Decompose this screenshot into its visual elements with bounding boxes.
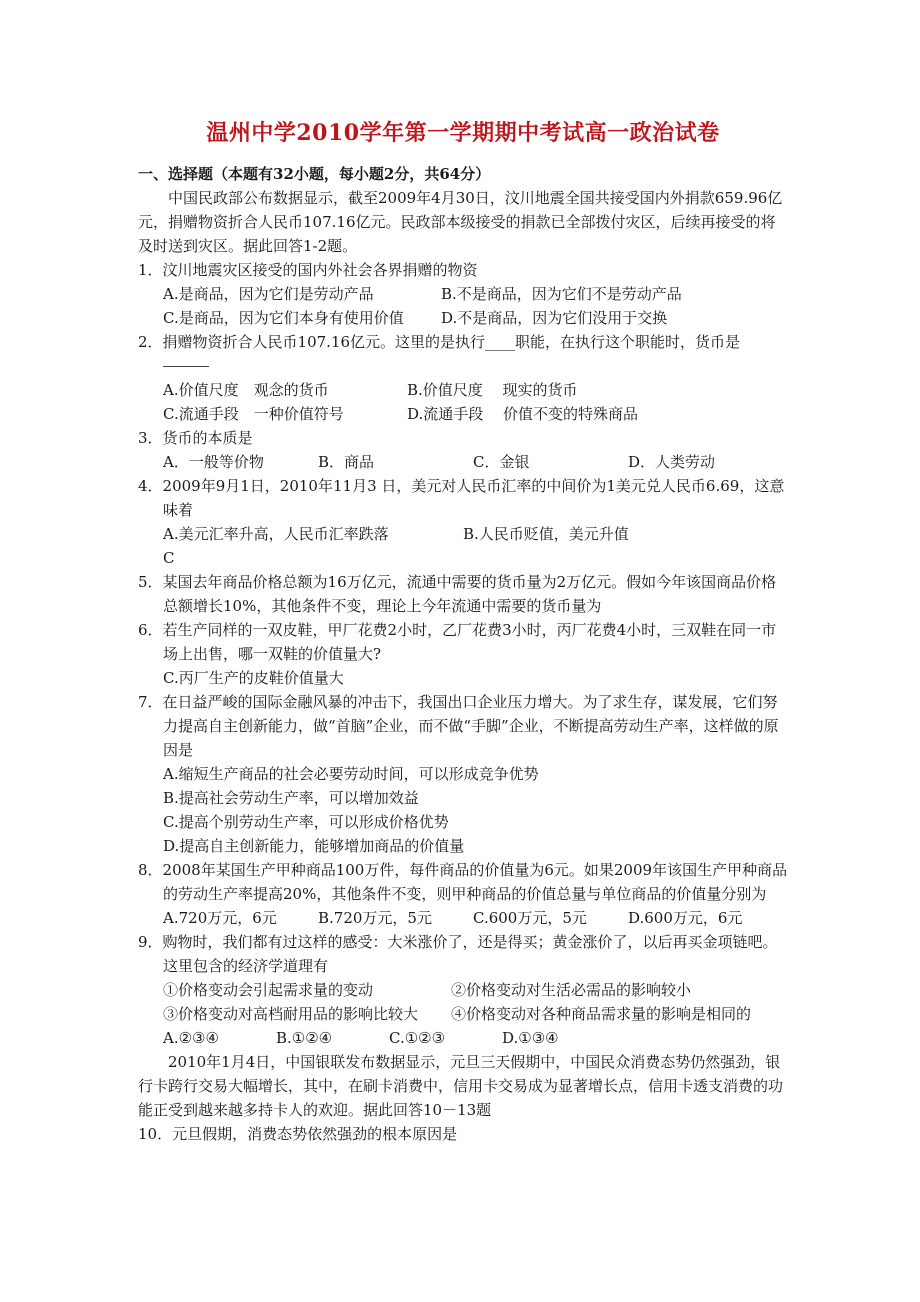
intro-passage-2: 2010年1月4日，中国银联发布数据显示，元旦三天假期中，中国民众消费态势仍然强劲，银行卡跨行交易大幅增长，其中，在刷卡消费中，信用卡交易成为显著增长点，信用卡透支消费的功能正受到越来越多持卡人的欢迎。据此回答10－13题 <box>138 1053 784 1119</box>
question-3-stem: 3．货币的本质是 <box>138 429 253 447</box>
question-3-option-d: D．人类劳动 <box>628 453 716 471</box>
page-title: 温州中学2010学年第一学期期中考试高一政治试卷 <box>206 120 720 146</box>
question-1-option-a: A.是商品，因为它们是劳动产品 <box>163 285 374 303</box>
question-2-option-a: A.价值尺度 观念的货币 <box>163 381 329 399</box>
question-9-statement-3: ③价格变动对高档耐用品的影响比较大 <box>163 1005 419 1023</box>
question-8-option-a: A.720万元，6元 <box>163 909 277 927</box>
question-7-option-c: C.提高个别劳动生产率，可以形成价格优势 <box>163 813 449 831</box>
question-1-stem: 1．汶川地震灾区接受的国内外社会各界捐赠的物资 <box>138 261 478 279</box>
question-3-option-c: C．金银 <box>473 453 530 471</box>
question-8-option-c: C.600万元，5元 <box>473 909 587 927</box>
section-heading: 一、选择题（本题有32小题，每小题2分，共64分） <box>138 165 491 183</box>
question-8-stem: 8．2008年某国生产甲种商品100万件，每件商品的价值量为6元。如果2009年该国生产甲种商品的劳动生产率提高20%，其他条件不变，则甲种商品的价值总量与单位商品的价值量分别为 <box>138 861 788 903</box>
question-9-option-c: C.①②③ <box>389 1029 446 1047</box>
question-9-statements-row <box>138 1002 788 1026</box>
answer-blank-line <box>138 354 788 378</box>
question-1-option-b: B.不是商品，因为它们不是劳动产品 <box>441 285 682 303</box>
question-8-options-row <box>138 906 788 930</box>
question-4-stem: 4．2009年9月1日，2010年11月3 日，美元对人民币汇率的中间价为1美元兑人民币6.69，这意味着 <box>138 477 785 519</box>
question-7-option-b: B.提高社会劳动生产率，可以增加效益 <box>163 789 419 807</box>
question-4-option-a: A.美元汇率升高，人民币汇率跌落 <box>163 525 389 543</box>
question-9-option-a: A.②③④ <box>163 1029 219 1047</box>
question-2-option-b: B.价值尺度 现实的货币 <box>407 381 578 399</box>
question-1-option-c: C.是商品，因为它们本身有使用价值 <box>163 309 404 327</box>
question-5-stem: 5．某国去年商品价格总额为16万亿元，流通中需要的货币量为2万亿元。假如今年该国商品价格总额增长10%，其他条件不变，理论上今年流通中需要的货币量为 <box>138 573 777 615</box>
question-9-statement-2: ②价格变动对生活必需品的影响较小 <box>451 981 692 999</box>
question-4-options-row <box>138 522 788 546</box>
question-7-stem: 7．在日益严峻的国际金融风暴的冲击下，我国出口企业压力增大。为了求生存，谋发展，它们努力提高自主创新能力，做“首脑”企业，而不做“手脚”企业，不断提高劳动生产率，这样做的原因是 <box>138 693 779 759</box>
question-3-option-a: A．一般等价物 <box>163 453 264 471</box>
question-3-option-b: B．商品 <box>318 453 375 471</box>
question-6-option-c: C.丙厂生产的皮鞋价值量大 <box>163 669 344 687</box>
question-9-statement-1: ①价格变动会引起需求量的变动 <box>163 981 374 999</box>
question-4-option-b: B.人民币贬值，美元升值 <box>463 525 629 543</box>
question-2-options-row <box>138 378 788 402</box>
question-9-options-row <box>138 1026 788 1050</box>
question-10-stem: 10．元旦假期，消费态势依然强劲的根本原因是 <box>138 1125 458 1143</box>
question-7-option-d: D.提高自主创新能力，能够增加商品的价值量 <box>163 837 465 855</box>
question-8-option-d: D.600万元，6元 <box>628 909 743 927</box>
question-9-stem: 9．购物时，我们都有过这样的感受：大米涨价了，还是得买；黄金涨价了，以后再买金项链吧。这里包含的经济学道理有 <box>138 933 778 975</box>
question-2-option-d: D.流通手段 价值不变的特殊商品 <box>407 405 639 423</box>
question-2-option-c: C.流通手段 一种价值符号 <box>163 405 344 423</box>
question-1-options-row <box>138 282 788 306</box>
question-6-stem: 6．若生产同样的一双皮鞋，甲厂花费2小时，乙厂花费3小时，丙厂花费4小时，三双鞋在同一市场上出售，哪一双鞋的价值量大? <box>138 621 777 663</box>
question-3-options-row <box>138 450 788 474</box>
question-8-option-b: B.720万元，5元 <box>318 909 432 927</box>
question-1-option-d: D.不是商品，因为它们没用于交换 <box>441 309 668 327</box>
question-1-options-row <box>138 306 788 330</box>
question-7-option-a: A.缩短生产商品的社会必要劳动时间，可以形成竞争优势 <box>163 765 539 783</box>
question-9-statement-4: ④价格变动对各种商品需求量的影响是相同的 <box>451 1005 752 1023</box>
question-4-option-c: C <box>163 549 175 567</box>
question-2-options-row <box>138 402 788 426</box>
intro-passage: 中国民政部公布数据显示，截至2009年4月30日，汶川地震全国共接受国内外捐款659.96亿元，捐赠物资折合人民币107.16亿元。民政部本级接受的捐款已全部拨付灾区，后续再接受的将及时送到灾区。据此回答1-2题。 <box>138 189 783 255</box>
question-9-option-d: D.①③④ <box>502 1029 559 1047</box>
question-2-stem: 2．捐赠物资折合人民币107.16亿元。这里的是执行____职能，在执行这个职能时，货币是 <box>138 333 741 351</box>
question-9-statements-row <box>138 978 788 1002</box>
question-9-option-b: B.①②④ <box>276 1029 333 1047</box>
exam-page <box>138 118 788 1146</box>
